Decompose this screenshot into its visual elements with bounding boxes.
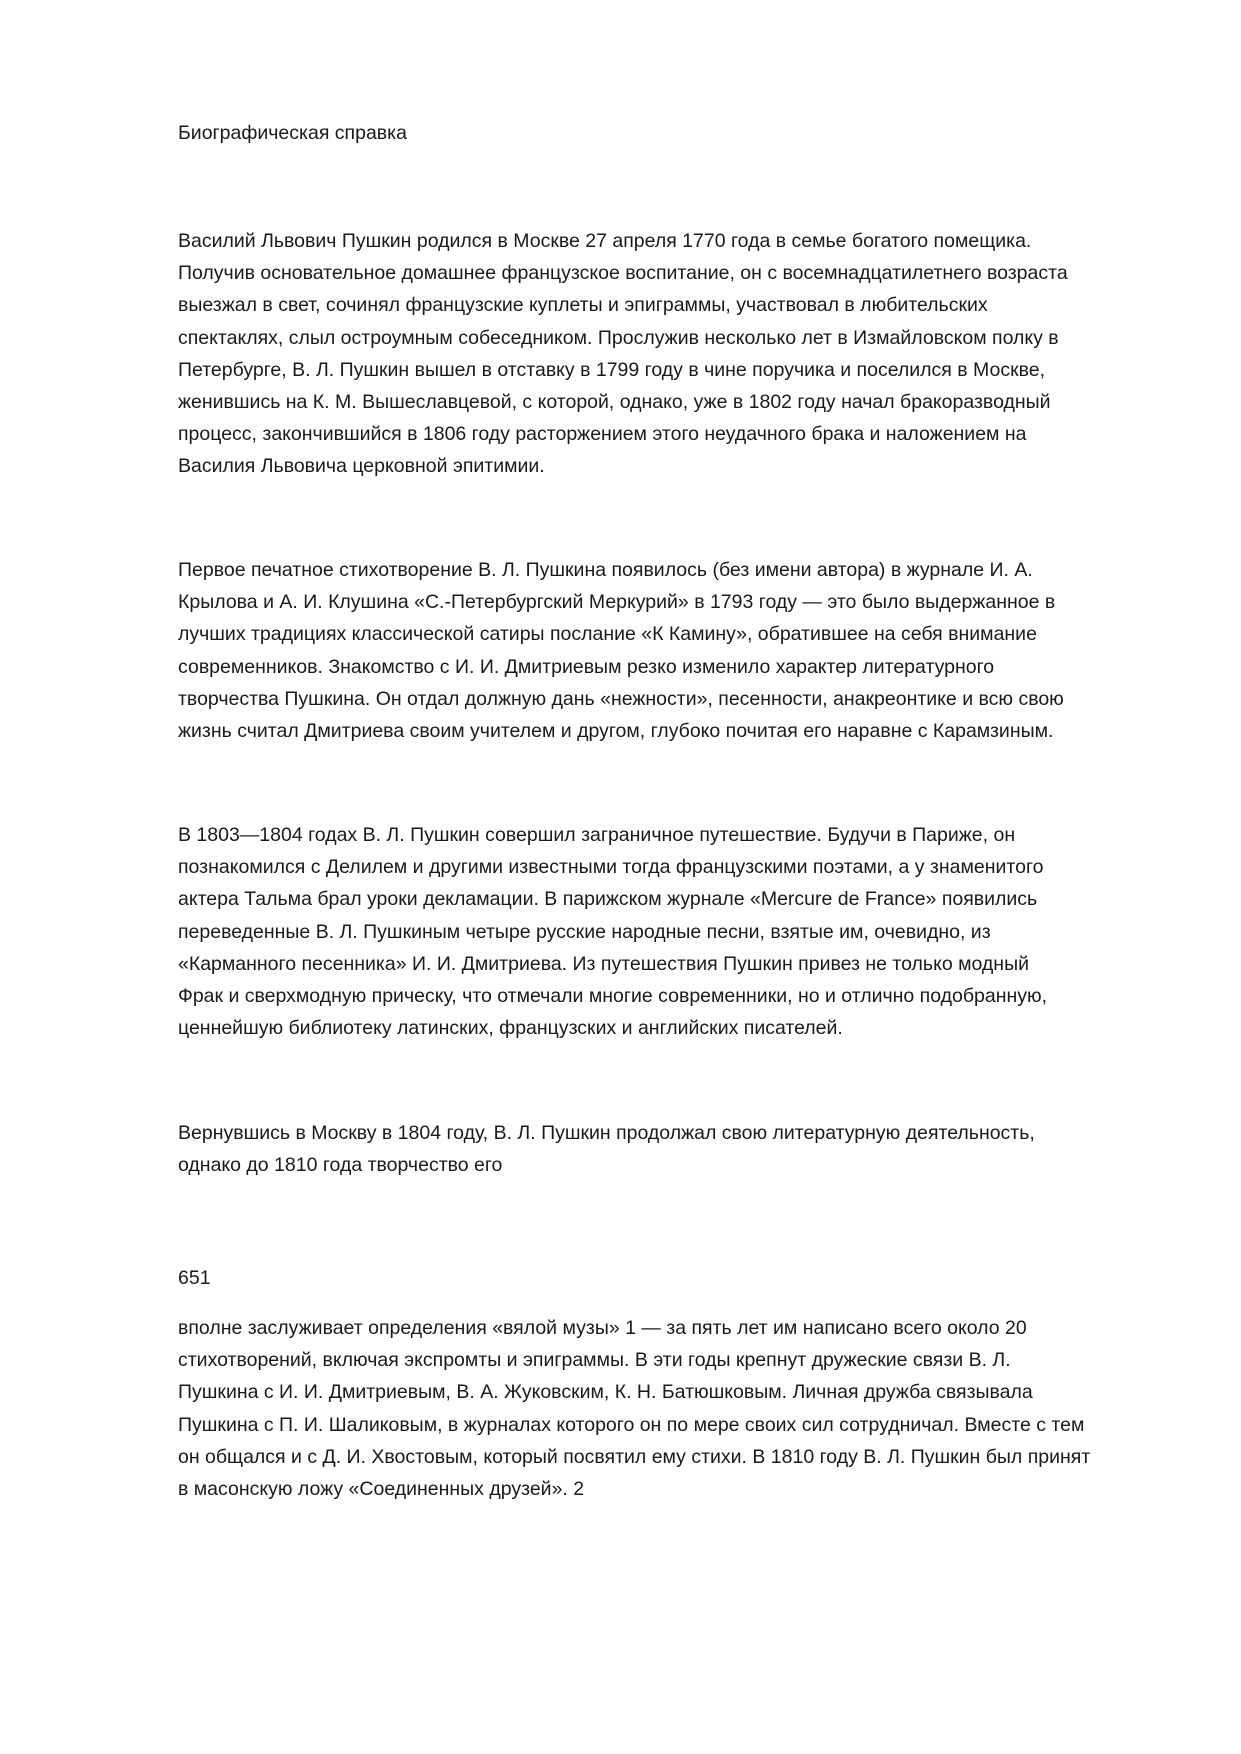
text-line: стихотворений, включая экспромты и эпиграммы. В эти годы крепнут дружеские связи В. Л. bbox=[178, 1349, 1011, 1372]
text-line: Василия Львовича церковной эпитимии. bbox=[178, 455, 545, 478]
paragraph-1 bbox=[178, 225, 1158, 483]
text-line: Пушкина с П. И. Шаликовым, в журналах которого он по мере своих сил сотрудничал. Вместе с тем bbox=[178, 1413, 1085, 1436]
text-line: Василий Львович Пушкин родился в Москве 27 апреля 1770 года в семье богатого помещика. bbox=[178, 230, 1032, 252]
text-line: вполне заслуживает определения «вялой музы» 1 — за пять лет им написано всего около 20 bbox=[178, 1317, 1027, 1339]
text-line: выезжал в свет, сочинял французские куплеты и эпиграммы, участвовал в любительских bbox=[178, 294, 988, 317]
paragraph-4 bbox=[178, 1117, 1158, 1181]
text-line: женившись на К. М. Вышеславцевой, с которой, однако, уже в 1802 году начал бракоразводный bbox=[178, 391, 1051, 414]
text-line: творчества Пушкина. Он отдал должную дань «нежности», песенности, анакреонтике и всю свою bbox=[178, 687, 1064, 710]
paragraph-5 bbox=[178, 1312, 1158, 1505]
text-line: в масонскую ложу «Соединенных друзей». 2 bbox=[178, 1478, 585, 1501]
text-line: Вернувшись в Москву в 1804 году, В. Л. Пушкин продолжал свою литературную деятельность, bbox=[178, 1122, 1035, 1144]
text-line: Фрак и сверхмодную прическу, что отмечали многие современники, но и отлично подобранную, bbox=[178, 985, 1048, 1008]
page-number: 651 bbox=[178, 1267, 211, 1289]
text-line: переведенные В. Л. Пушкиным четыре русские народные песни, взятые им, очевидно, из bbox=[178, 920, 991, 943]
text-line: процесс, закончившийся в 1806 году расторжением этого неудачного брака и наложением на bbox=[178, 423, 1027, 446]
text-line: спектаклях, слыл остроумным собеседником. Прослужив несколько лет в Измайловском полку в bbox=[178, 326, 1059, 349]
text-line: ценнейшую библиотеку латинских, французских и английских писателей. bbox=[178, 1017, 843, 1040]
text-line: Крылова и А. И. Клушина «С.-Петербургский Меркурий» в 1793 году — это было выдержанное в bbox=[178, 591, 1056, 614]
text-line: Получив основательное домашнее французское воспитание, он с восемнадцатилетнего возраста bbox=[178, 262, 1068, 285]
text-line: В 1803—1804 годах В. Л. Пушкин совершил заграничное путешествие. Будучи в Париже, он bbox=[178, 824, 1016, 846]
text-line: он общался и с Д. И. Хвостовым, который посвятил ему стихи. В 1810 году В. Л. Пушкин был принят bbox=[178, 1445, 1091, 1468]
text-line: «Карманного песенника» И. И. Дмитриева. Из путешествия Пушкин привез не только модный bbox=[178, 952, 1029, 975]
text-line: актера Тальма брал уроки декламации. В парижском журнале «Mercure de France» появились bbox=[178, 888, 1038, 911]
text-line: лучших традициях классической сатиры послание «К Камину», обратившее на себя внимание bbox=[178, 623, 1037, 646]
text-line: познакомился с Делилем и другими известными тогда французскими поэтами, а у знаменитого bbox=[178, 856, 1044, 879]
paragraph-3 bbox=[178, 819, 1158, 1044]
paragraph-2 bbox=[178, 554, 1158, 747]
text-line: Пушкина с И. И. Дмитриевым, В. А. Жуковским, К. Н. Батюшковым. Личная дружба связывала bbox=[178, 1381, 1033, 1404]
text-line: Петербурге, В. Л. Пушкин вышел в отставку в 1799 году в чине поручика и поселился в Москве, bbox=[178, 358, 1046, 381]
text-line: жизнь считал Дмитриева своим учителем и другом, глубоко почитая его наравне с Карамзиным. bbox=[178, 720, 1054, 743]
document-title: Биографическая справка bbox=[178, 122, 407, 144]
text-line: современников. Знакомство с И. И. Дмитриевым резко изменило характер литературного bbox=[178, 655, 995, 678]
text-line: однако до 1810 года творчество его bbox=[178, 1154, 503, 1177]
text-line: Первое печатное стихотворение В. Л. Пушкина появилось (без имени автора) в журнале И. А. bbox=[178, 559, 1033, 581]
